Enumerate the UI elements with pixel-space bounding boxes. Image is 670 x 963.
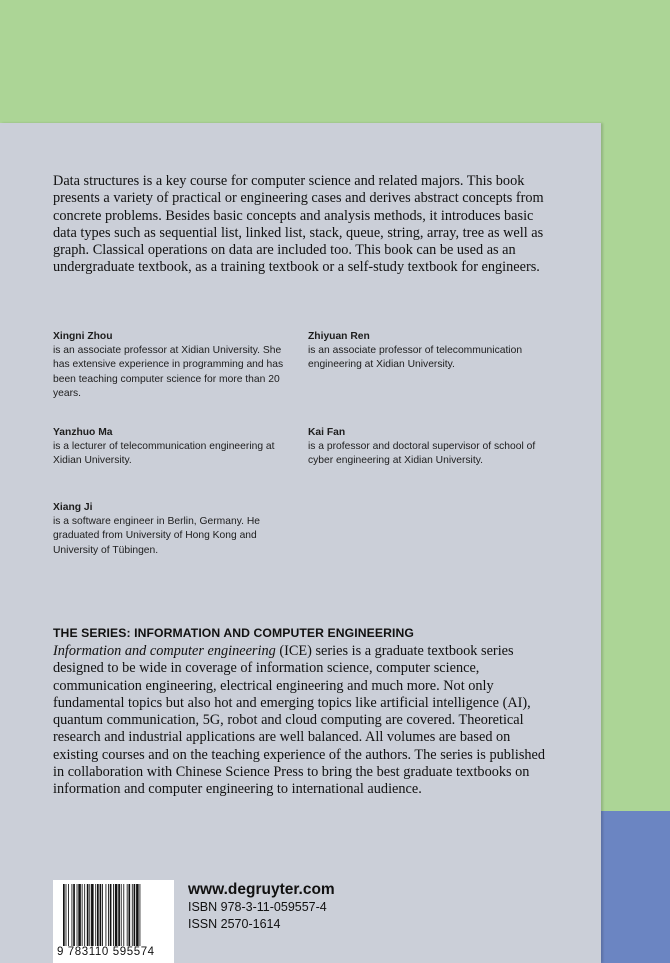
author-description: is an associate professor of telecommunication engineering at Xidian University. xyxy=(308,345,523,371)
book-description: Data structures is a key course for computer science and related majors. This book presents a variety of practical or engineering cases and derives abstract concepts from concrete problems. Besides basic concepts and analysis methods, it introduces basic data types such as sequential list, linked list, stack, queue, string, array, tree as well as graph. Classical operations on data are included too. This book can be used as an undergraduate textbook, as a training textbook or a self-study textbook for engineers. xyxy=(53,173,544,276)
author-name: Xingni Zhou xyxy=(53,331,113,342)
author-bio xyxy=(53,426,298,469)
isbn-number: ISBN 978-3-11-059557-4 xyxy=(188,900,327,914)
back-cover-panel xyxy=(0,123,601,963)
barcode-digits: 9 783110 595574 xyxy=(57,946,155,958)
author-bio xyxy=(308,426,553,469)
series-description xyxy=(53,643,553,799)
series-title: Information and computer engineering xyxy=(53,643,276,659)
publisher-url[interactable]: www.degruyter.com xyxy=(188,881,335,898)
author-name: Zhiyuan Ren xyxy=(308,331,370,342)
author-bio xyxy=(308,330,553,373)
author-name: Xiang Ji xyxy=(53,502,93,513)
blue-accent-block xyxy=(601,811,670,963)
author-name: Kai Fan xyxy=(308,427,346,438)
author-bio xyxy=(53,501,298,558)
author-bio xyxy=(53,330,298,401)
series-heading: THE SERIES: INFORMATION AND COMPUTER ENGINEERING xyxy=(53,626,414,640)
barcode-bars xyxy=(63,884,164,946)
author-description: is a software engineer in Berlin, Germany. He graduated from University of Hong Kong and University of Tübingen. xyxy=(53,516,260,556)
isbn-barcode xyxy=(53,880,174,963)
series-body: (ICE) series is a graduate textbook series designed to be wide in coverage of information science, computer science, communication engineering, electrical engineering and much more. Not only fundamental topics but also hot and emerging topics like artificial intelligence (AI), quantum communication, 5G, robot and cloud computing are covered. Theoretical research and industrial applications are well balanced. All volumes are based on existing courses and on the teaching experience of the authors. The series is published in collaboration with Chinese Science Press to bring the best graduate textbooks on information and computer engineering to international audience. xyxy=(53,643,546,798)
author-description: is a lecturer of telecommunication engineering at Xidian University. xyxy=(53,441,275,467)
publisher-info xyxy=(188,880,335,933)
author-description: is an associate professor at Xidian University. She has extensive experience in programming and has been teaching computer science for more than 20 years. xyxy=(53,345,284,399)
author-description: is a professor and doctoral supervisor of school of cyber engineering at Xidian University. xyxy=(308,441,536,467)
issn-number: ISSN 2570-1614 xyxy=(188,917,281,931)
author-name: Yanzhuo Ma xyxy=(53,427,113,438)
